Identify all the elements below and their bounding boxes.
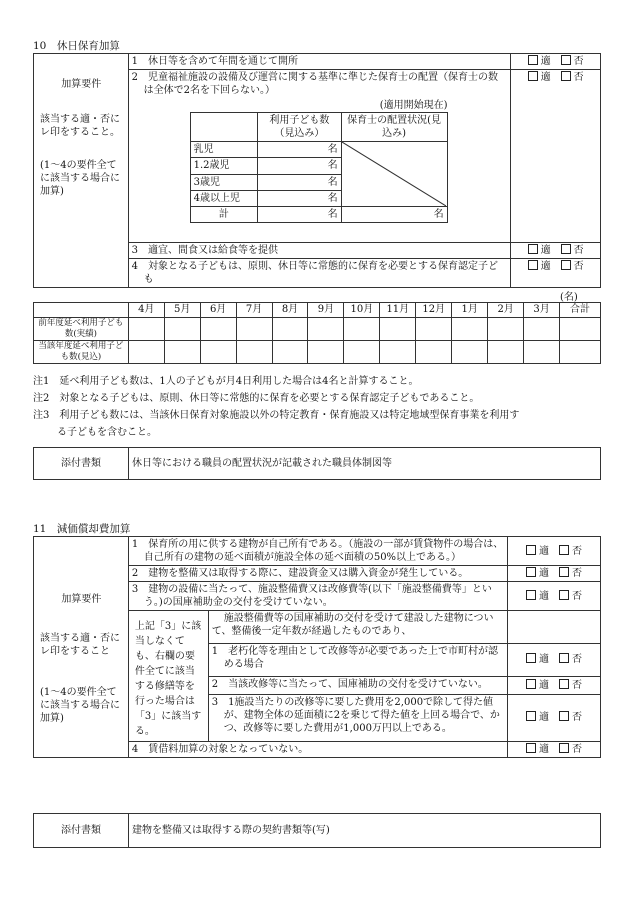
input-cell[interactable] <box>524 318 560 341</box>
inner-row-unit: 名 <box>258 190 341 206</box>
input-cell[interactable] <box>452 341 488 364</box>
input-cell[interactable] <box>416 318 452 341</box>
note-1: 注1 延べ利用子ども数は、1人の子どもが月4日利用した場合は4名と計算すること。 <box>33 376 419 387</box>
month-header: 6月 <box>200 303 236 318</box>
input-cell[interactable] <box>164 341 200 364</box>
monthly-table <box>33 302 601 364</box>
note-2: 注2 対象となる子どもは、原則、休日等に常態的に保育を必要とする保育認定子どもであること。 <box>33 393 480 404</box>
input-cell[interactable] <box>488 318 524 341</box>
section10-side-instruction: 該当する適・否にレ印をすること。 <box>40 114 120 138</box>
inner-caption: (適用開始現在) <box>379 100 448 111</box>
input-cell[interactable] <box>452 318 488 341</box>
month-header: 2月 <box>488 303 524 318</box>
input-cell[interactable] <box>344 341 380 364</box>
inner-header-staff: 保育士の配置状況(見込み) <box>341 113 447 142</box>
section10-req4: 4 対象となる子どもは、原則、休日等に常態的に保育を必要とする保育認定子ども <box>128 259 511 288</box>
month-header: 3月 <box>524 303 560 318</box>
attach-label: 添付書類 <box>34 814 129 848</box>
inner-header-children: 利用子ども数（見込み） <box>258 113 341 142</box>
inner-staff-table <box>190 112 448 223</box>
section11-sub-left: 上記「3」に該当しなくても、右欄の要件全てに該当する修繕等を行った場合は「3」に該当する。 <box>128 611 208 742</box>
inner-diagonal-cell <box>341 142 447 207</box>
input-cell[interactable] <box>200 318 236 341</box>
input-cell[interactable] <box>380 318 416 341</box>
inner-row-unit: 名 <box>258 158 341 174</box>
unit-label: (名) <box>560 292 578 303</box>
diagonal-line <box>342 142 446 206</box>
section10-requirements-table <box>33 53 601 288</box>
inner-row-unit: 名 <box>258 142 341 158</box>
note-3: 注3 利用子ども数には、当該休日保育対象施設以外の特定教育・保育施設又は特定地域型保育事業を利用す <box>33 410 520 421</box>
inner-row-label: 1.2歳児 <box>190 158 258 174</box>
inner-row-unit: 名 <box>341 207 447 223</box>
section11-req1: 1 保育所の用に供する建物が自己所有である。（施設の一部が賃貸物件の場合は、自己所有の建物の延べ面積が施設全体の延べ面積の50%以上である。） <box>128 537 507 566</box>
section10-req1-check[interactable]: 適 否 <box>511 54 601 70</box>
attach-label: 添付書類 <box>34 448 129 480</box>
section11-sub2-check[interactable]: 適 否 <box>508 676 601 694</box>
month-header: 5月 <box>164 303 200 318</box>
row-label-prev: 前年度延べ利用子ども数(実績) <box>34 318 129 341</box>
section11-req3-check[interactable]: 適 否 <box>508 582 601 611</box>
input-cell[interactable] <box>128 318 164 341</box>
attach-text: 休日等における職員の配置状況が記載された職員体制図等 <box>129 448 601 480</box>
section11-side-title: 加算要件 <box>61 594 102 605</box>
inner-row-label: 4歳以上児 <box>190 190 258 206</box>
notes <box>33 373 601 441</box>
section11-req2-check[interactable]: 適 否 <box>508 566 601 582</box>
section11-sub1-check[interactable]: 適 否 <box>508 643 601 676</box>
month-header: 9月 <box>308 303 344 318</box>
inner-row-label: 計 <box>190 207 258 223</box>
section11-req3: 3 建物の設備に当たって、施設整備費又は改修費等(以下「施設整備費等」という。)の国庫補助金の交付を受けていない。 <box>128 582 507 611</box>
section11-sub2: 2 当該改修等に当たって、国庫補助の交付を受けていない。 <box>208 676 507 694</box>
input-cell[interactable] <box>308 318 344 341</box>
section11-title: 11 減価償却費加算 <box>33 523 131 535</box>
input-cell[interactable] <box>524 341 560 364</box>
input-cell[interactable] <box>272 318 308 341</box>
month-header: 11月 <box>380 303 416 318</box>
section10-req1: 1 休日等を含めて年間を通じて開所 <box>128 54 511 70</box>
section10-side-cell <box>34 54 129 288</box>
row-label-curr: 当該年度延べ利用子ども数(見込) <box>34 341 129 364</box>
section10-req4-check[interactable]: 適 否 <box>511 259 601 288</box>
inner-row-label: 3歳児 <box>190 174 258 190</box>
inner-row-unit: 名 <box>258 207 341 223</box>
section11-sub3: 3 1施設当たりの改修等に要した費用を2,000で除して得た値が、建物全体の延面積に2を乗じて得た値を上回る場合で、かつ、改修等に要した費用が1,000万円以上である。 <box>208 694 507 741</box>
input-cell[interactable] <box>128 341 164 364</box>
input-cell[interactable] <box>380 341 416 364</box>
section11-req4-check[interactable]: 適 否 <box>508 742 601 758</box>
section10-req2-text: 2 児童福祉施設の設備及び運営に関する基準に準じた保育士の配置（保育士の数は全体で2名を下回らない。） <box>131 72 498 96</box>
section11-side-instruction: 該当する適・否にレ印をすること <box>40 633 120 657</box>
section11-requirements-table <box>33 536 601 758</box>
note-3-cont: る子どもを含むこと。 <box>57 427 157 438</box>
section10-req3: 3 適宜、間食又は給食等を提供 <box>128 243 511 259</box>
section11-req2: 2 建物を整備又は取得する際に、建設資金又は購入資金が発生している。 <box>128 566 507 582</box>
month-header: 合計 <box>560 303 601 318</box>
section11-sub1: 1 老朽化等を理由として改修等が必要であった上で市町村が認める場合 <box>208 643 507 676</box>
section10-title: 10 休日保育加算 <box>33 40 120 52</box>
inner-row-unit: 名 <box>258 174 341 190</box>
input-cell[interactable] <box>236 318 272 341</box>
input-cell[interactable] <box>560 341 601 364</box>
inner-row-label: 乳児 <box>190 142 258 158</box>
input-cell[interactable] <box>236 341 272 364</box>
input-cell[interactable] <box>416 341 452 364</box>
month-header: 8月 <box>272 303 308 318</box>
section11-req1-check[interactable]: 適 否 <box>508 537 601 566</box>
month-header: 1月 <box>452 303 488 318</box>
section10-req2 <box>128 70 511 243</box>
section10-attach-table <box>33 447 601 480</box>
section10-req3-check[interactable]: 適 否 <box>511 243 601 259</box>
input-cell[interactable] <box>344 318 380 341</box>
month-header: 10月 <box>344 303 380 318</box>
section11-side-note: (1～4の要件全てに該当する場合に加算) <box>40 687 120 724</box>
month-header: 4月 <box>128 303 164 318</box>
section11-req4: 4 賃借料加算の対象となっていない。 <box>128 742 507 758</box>
month-header: 7月 <box>236 303 272 318</box>
section10-req2-check[interactable]: 適 否 <box>511 70 601 243</box>
section11-sub3-check[interactable]: 適 否 <box>508 694 601 741</box>
input-cell[interactable] <box>200 341 236 364</box>
section10-side-title: 加算要件 <box>61 79 102 90</box>
section11-attach-table <box>33 813 601 848</box>
section11-sub-head: 施設整備費等の国庫補助の交付を受けて建設した建物について、整備後一定年数が経過したものであり、 <box>208 611 507 644</box>
input-cell[interactable] <box>272 341 308 364</box>
section11-side-cell <box>34 537 129 758</box>
month-header: 12月 <box>416 303 452 318</box>
input-cell[interactable] <box>488 341 524 364</box>
input-cell[interactable] <box>164 318 200 341</box>
attach-text: 建物を整備又は取得する際の契約書類等(写) <box>129 814 601 848</box>
input-cell[interactable] <box>308 341 344 364</box>
input-cell[interactable] <box>560 318 601 341</box>
section10-side-note: (1～4の要件全てに該当する場合に加算) <box>40 160 120 197</box>
